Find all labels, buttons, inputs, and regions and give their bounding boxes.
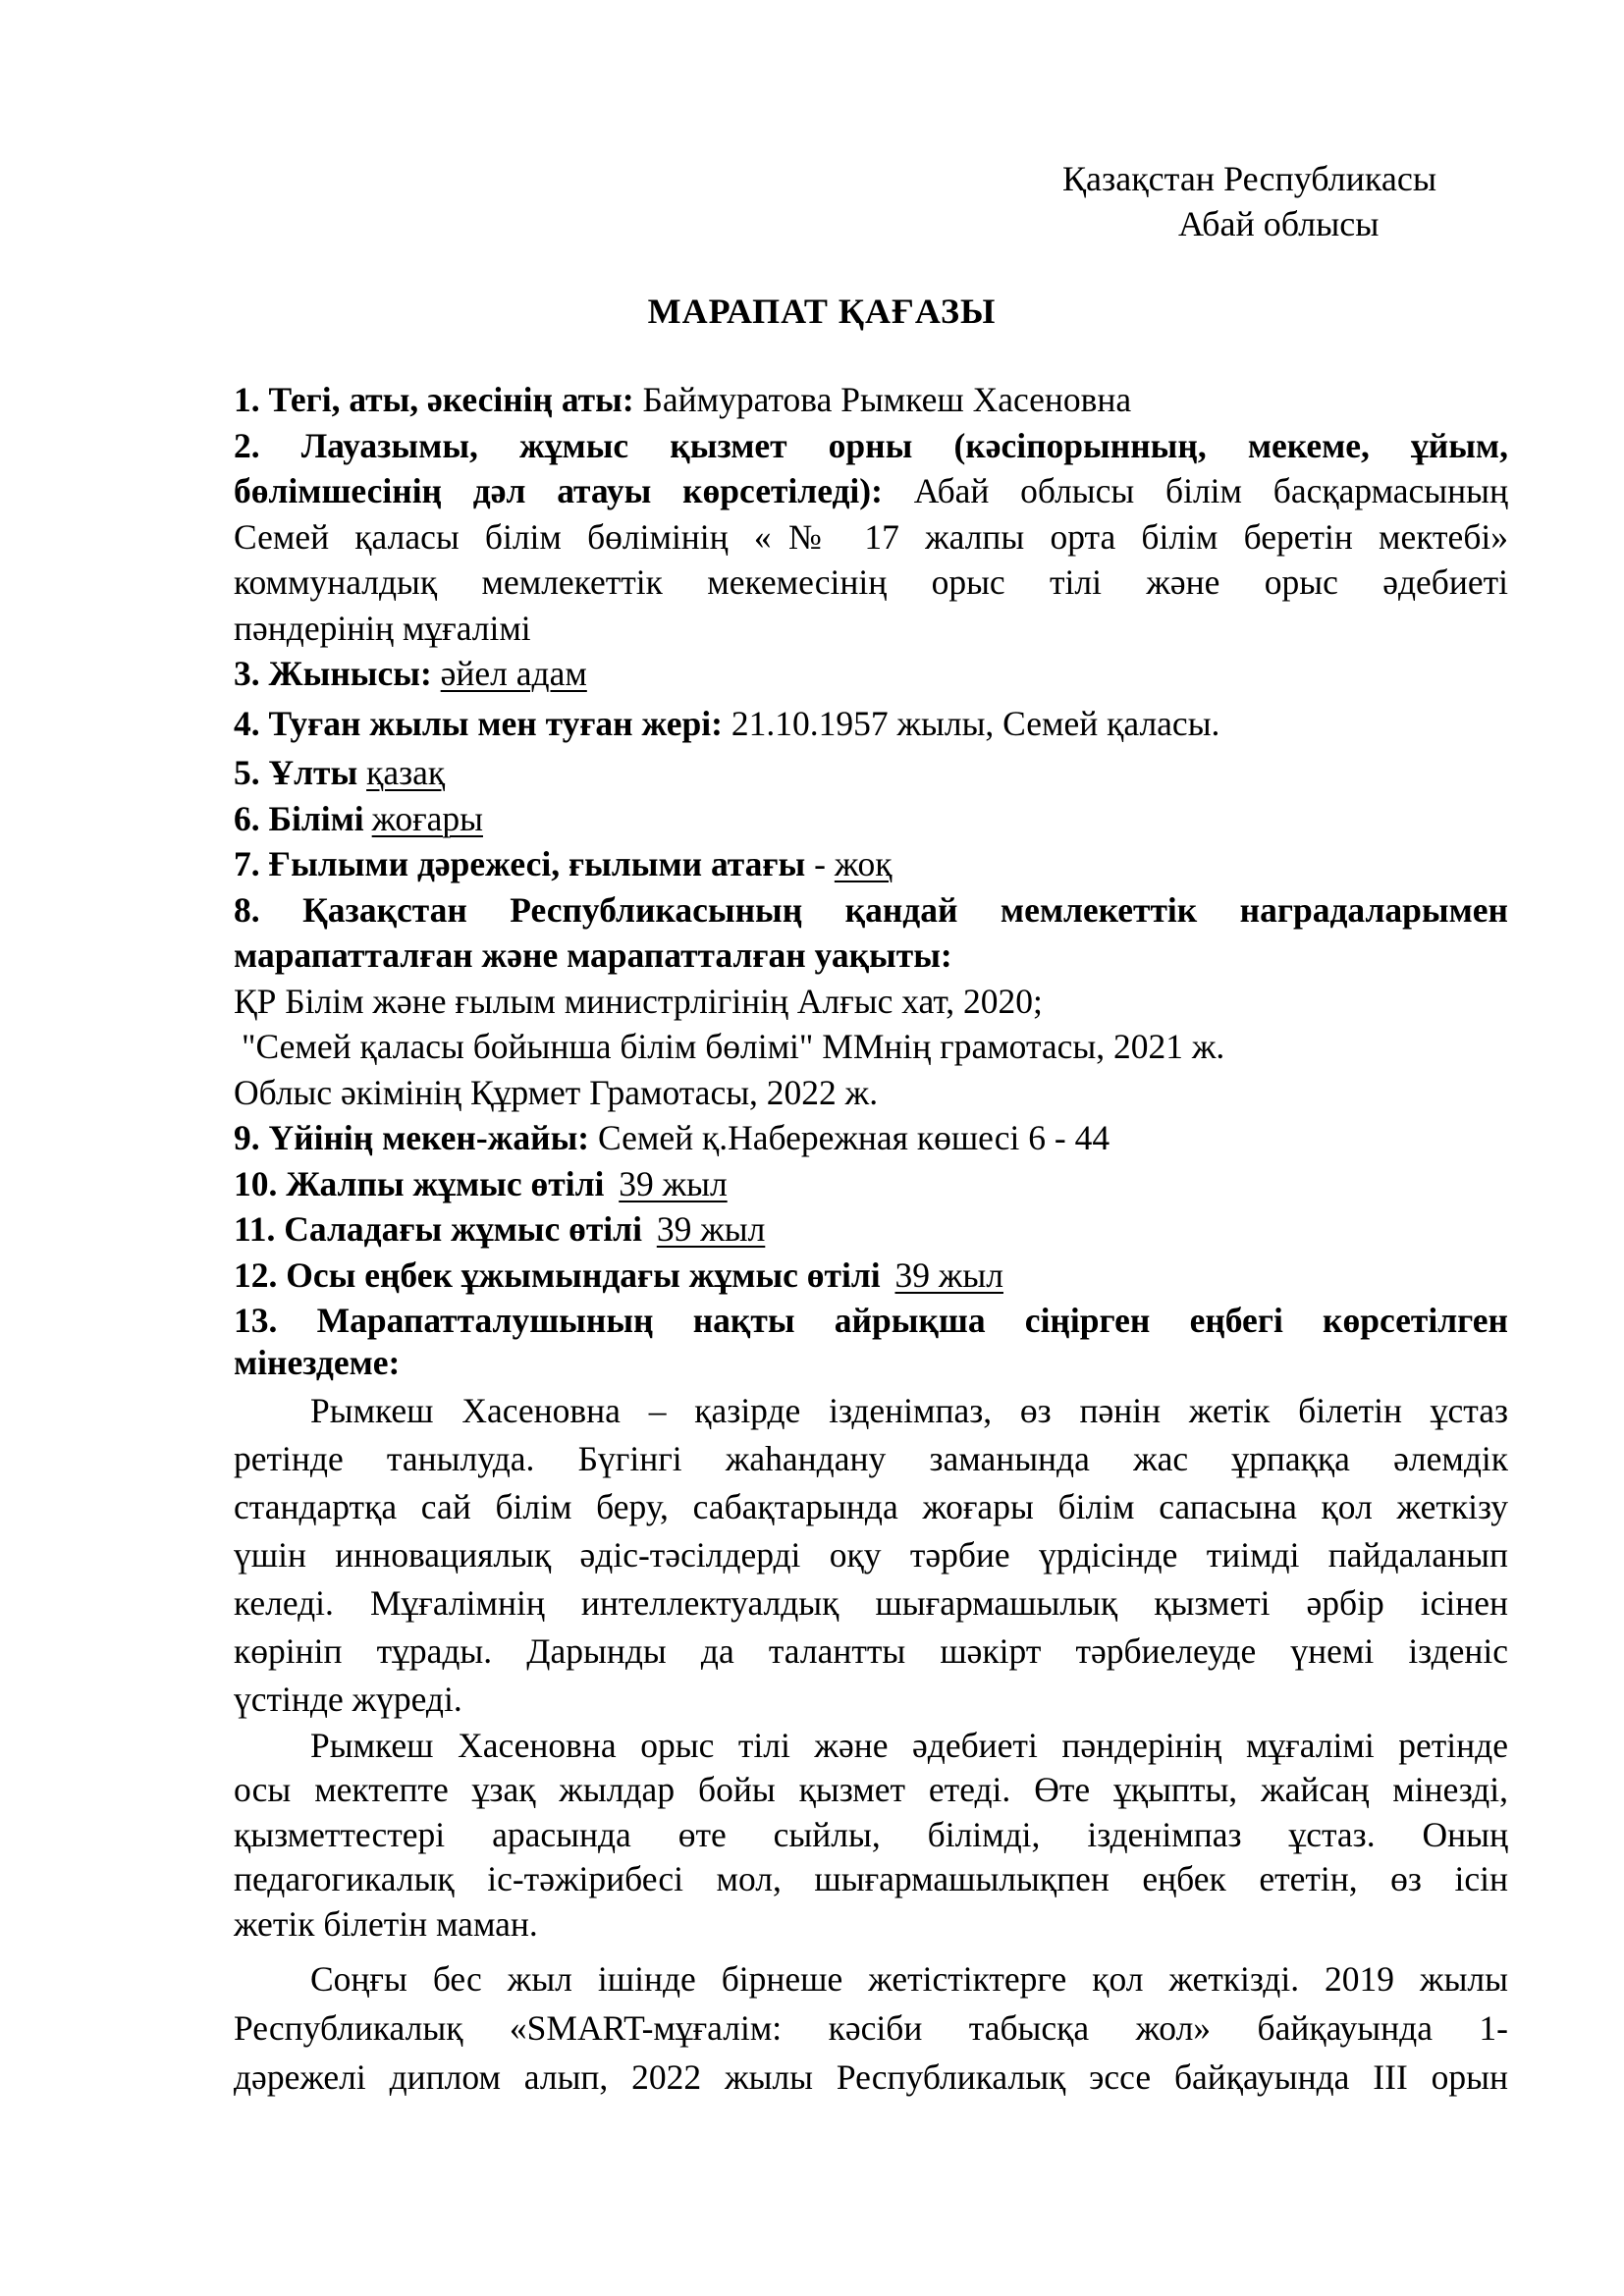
field-3-value: әйел адам bbox=[440, 654, 587, 693]
header-republic: Қазақстан Республикасы bbox=[1062, 159, 1437, 198]
field-6 bbox=[234, 796, 1508, 842]
field-5-value: қазақ bbox=[366, 753, 446, 792]
field-11-value: 39 жыл bbox=[656, 1209, 766, 1249]
paragraph-line: Рымкеш Хасеновна орыс тілі және әдебиеті пәндерінің мұғалімі ретінде bbox=[310, 1725, 1508, 1765]
field-10 bbox=[234, 1161, 1508, 1207]
field-10-label: 10. Жалпы жұмыс өтілі bbox=[234, 1163, 605, 1203]
field-2-label-line1 bbox=[234, 423, 1508, 469]
description-paragraph-2 bbox=[234, 1724, 1508, 1948]
paragraph-line: үшін инновациялық әдіс-тәсілдерді оқу тәрбие үрдісінде тиімді пайдаланып bbox=[234, 1534, 1508, 1575]
description-paragraph-3 bbox=[234, 1954, 1508, 2102]
paragraph-line: жетік білетін маман. bbox=[234, 1903, 538, 1944]
field-11 bbox=[234, 1206, 1508, 1253]
field-4 bbox=[234, 701, 1508, 747]
field-12 bbox=[234, 1253, 1508, 1299]
field-13-label-line1 bbox=[234, 1298, 1508, 1344]
paragraph-line: дәрежелі диплом алып, 2022 жылы Республикалық эссе байқауында III орын bbox=[234, 2057, 1508, 2097]
field-8-label-line1 bbox=[234, 887, 1508, 934]
field-13-label-cont: мінездеме: bbox=[234, 1342, 401, 1382]
paragraph-line: стандартқа сай білім беру, сабақтарында жоғары білім сапасына қол жеткізу bbox=[234, 1486, 1508, 1526]
paragraph-line: Республикалық «SMART-мұғалім: кәсіби табысқа жол» байқауында 1- bbox=[234, 2008, 1508, 2048]
field-7 bbox=[234, 841, 1508, 887]
field-12-value: 39 жыл bbox=[894, 1255, 1003, 1295]
field-6-value: жоғары bbox=[371, 798, 483, 838]
field-7-value: жоқ bbox=[834, 844, 893, 883]
paragraph-line: үстінде жүреді. bbox=[234, 1679, 462, 1719]
field-2-value-line4: пәндерінің мұғалімі bbox=[234, 608, 531, 648]
field-9-label: 9. Үйінің мекен-жайы: bbox=[234, 1118, 590, 1157]
field-9-value: Семей қ.Набережная көшесі 6 - 44 bbox=[598, 1118, 1110, 1157]
field-2-label-cont: бөлімшесінің дәл атауы көрсетіледі): bbox=[234, 471, 883, 510]
field-4-label: 4. Туған жылы мен туған жері: bbox=[234, 703, 723, 743]
paragraph-line: ретінде танылуда. Бүгінгі жаһандану заманында жас ұрпаққа әлемдік bbox=[234, 1438, 1508, 1478]
field-5 bbox=[234, 750, 1508, 796]
paragraph-line: осы мектепте ұзақ жылдар бойы қызмет етеді. Өте ұқыпты, жайсаң мінезді, bbox=[234, 1770, 1508, 1809]
paragraph-line: қызметтестері арасында өте сыйлы, білімді, ізденімпаз ұстаз. Оның bbox=[234, 1814, 1508, 1854]
field-4-value: 21.10.1957 жылы, Семей қаласы. bbox=[731, 703, 1220, 743]
paragraph-line: Соңғы бес жыл ішінде бірнеше жетістіктерге қол жеткізді. 2019 жылы bbox=[310, 1959, 1508, 1999]
field-6-label: 6. Білімі bbox=[234, 798, 364, 838]
field-13-label-line2 bbox=[234, 1344, 1508, 1381]
document-title: МАРАПАТ ҚАҒАЗЫ bbox=[647, 292, 997, 331]
form-content bbox=[234, 377, 1508, 2102]
field-2-value: Абай облысы білім басқармасының bbox=[913, 471, 1508, 510]
header-region: Абай облысы bbox=[1178, 204, 1380, 243]
description-paragraph-1 bbox=[234, 1387, 1508, 1724]
field-1 bbox=[234, 377, 1508, 423]
field-8-label: 8. Қазақстан Республикасының қандай мемлекеттік наградаларымен bbox=[234, 889, 1508, 930]
field-8-label-cont: марапатталған және марапатталған уақыты: bbox=[234, 935, 952, 975]
field-2-label: 2. Лауазымы, жұмыс қызмет орны (кәсіпорынның, мекеме, ұйым, bbox=[234, 425, 1508, 465]
field-12-label: 12. Осы еңбек ұжымындағы жұмыс өтілі bbox=[234, 1255, 881, 1295]
field-8-label-line2 bbox=[234, 933, 1508, 979]
field-11-label: 11. Саладағы жұмыс өтілі bbox=[234, 1209, 642, 1249]
field-1-label: 1. Тегі, аты, әкесінің аты: bbox=[234, 380, 634, 419]
field-7-separator: - bbox=[814, 844, 826, 883]
paragraph-line: көрініп тұрады. Дарынды да талантты шәкірт тәрбиелеуде үнемі ізденіс bbox=[234, 1630, 1508, 1671]
field-8-award-1: ҚР Білім және ғылым министрлігінің Алғыс хат, 2020; bbox=[234, 981, 1043, 1021]
field-2-value-line3: коммуналдық мемлекеттік мекемесінің орыс тілі және орыс әдебиеті bbox=[234, 562, 1508, 602]
paragraph-line: Рымкеш Хасеновна – қазірде ізденімпаз, өз пәнін жетік білетін ұстаз bbox=[310, 1390, 1508, 1430]
paragraph-line: педагогикалық іс-тәжірибесі мол, шығармашылықпен еңбек ететін, өз ісін bbox=[234, 1859, 1508, 1898]
field-8-award-3: Облыс әкімінің Құрмет Грамотасы, 2022 ж. bbox=[234, 1072, 879, 1112]
field-2-value-line2: Семей қаласы білім бөлімінің «№ 17 жалпы орта білім беретін мектебі» bbox=[234, 516, 1508, 557]
field-2-line2 bbox=[234, 468, 1508, 514]
field-9 bbox=[234, 1115, 1508, 1161]
paragraph-line: келеді. Мұғалімнің интеллектуалдық шығармашылық қызметі әрбір ісінен bbox=[234, 1582, 1508, 1623]
field-3-label: 3. Жынысы: bbox=[234, 654, 432, 693]
field-5-label: 5. Ұлты bbox=[234, 753, 358, 792]
field-7-label: 7. Ғылыми дәрежесі, ғылыми атағы bbox=[234, 844, 806, 883]
field-10-value: 39 жыл bbox=[619, 1163, 728, 1203]
field-3 bbox=[234, 651, 1508, 697]
field-1-value: Баймуратова Рымкеш Хасеновна bbox=[642, 380, 1132, 419]
field-13-label: 13. Марапатталушының нақты айрықша сіңірген еңбегі көрсетілген bbox=[234, 1301, 1508, 1340]
field-8-award-2: "Семей қаласы бойынша білім бөлімі" ММнің грамотасы, 2021 ж. bbox=[242, 1027, 1225, 1066]
